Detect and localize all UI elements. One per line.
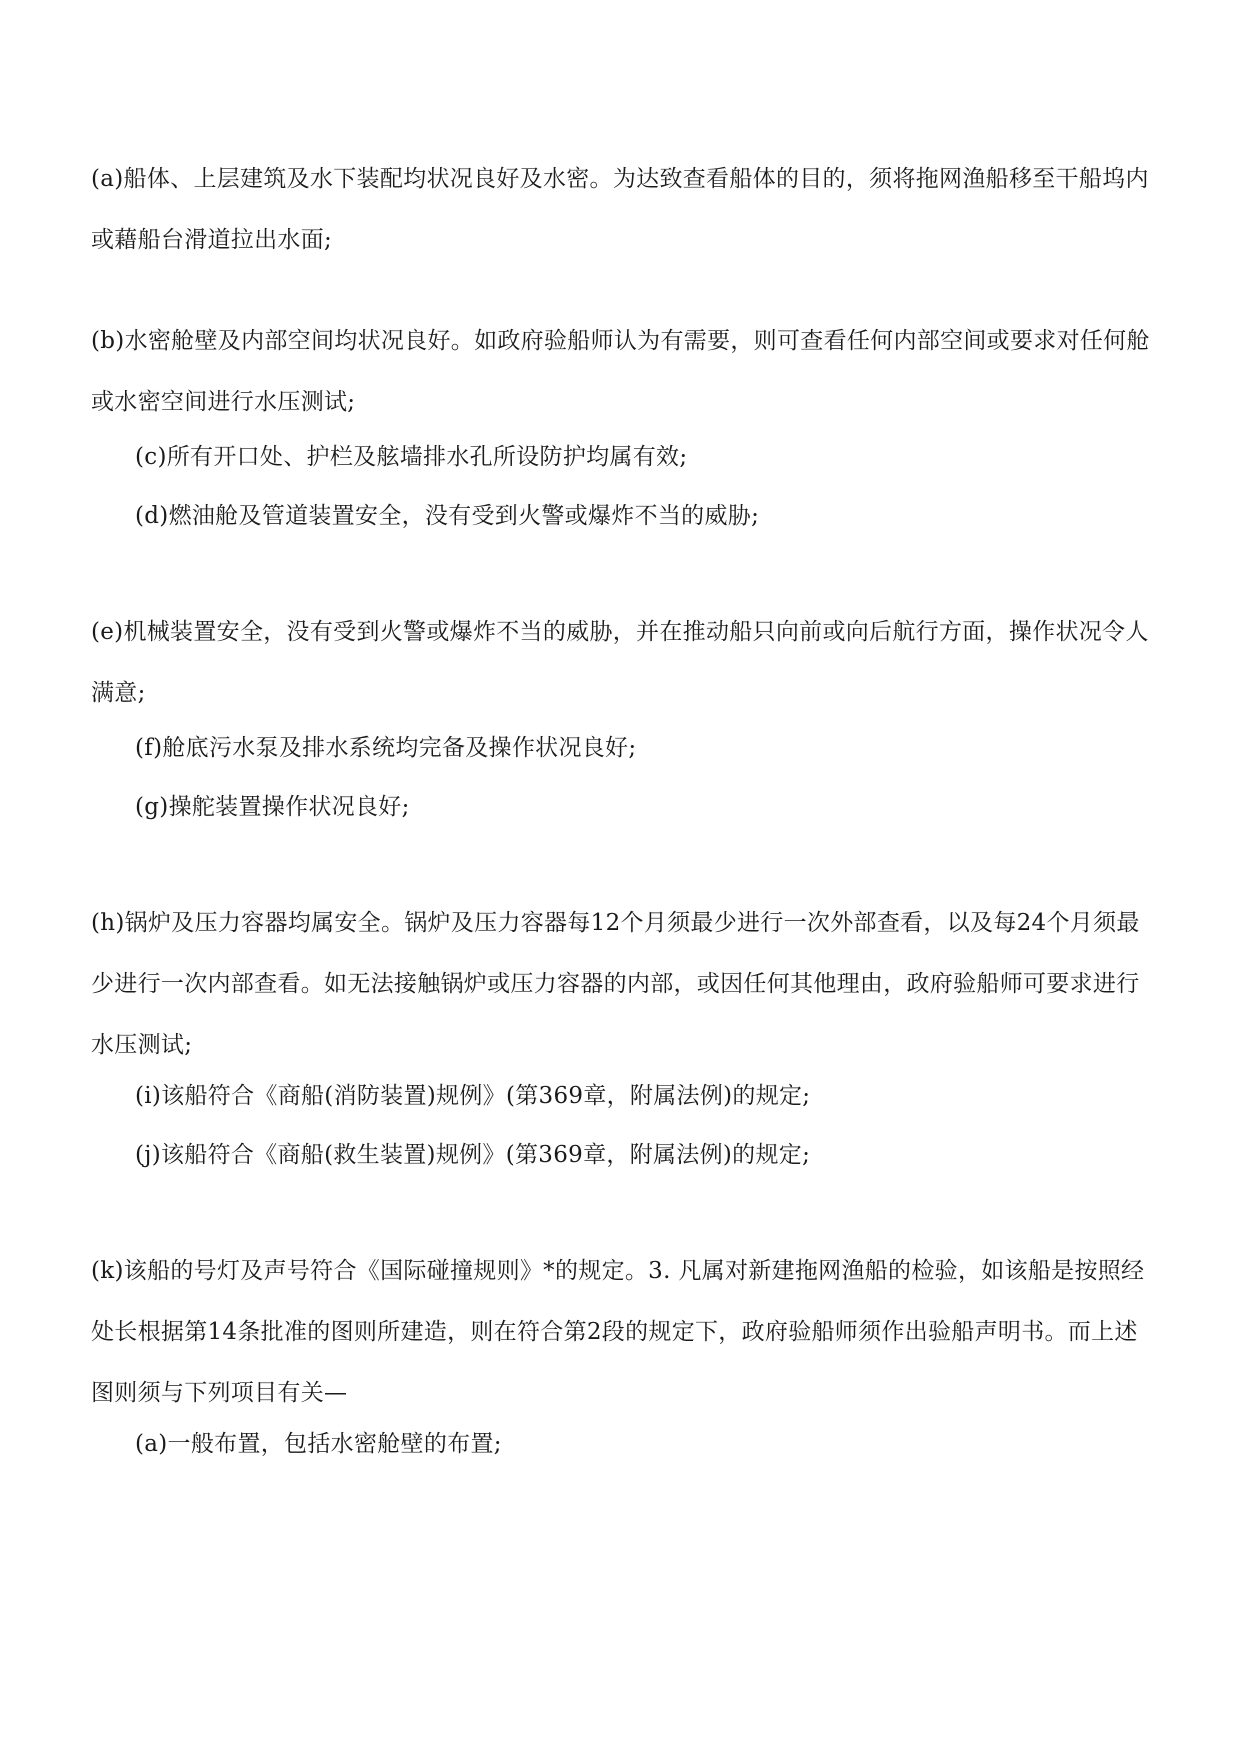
paragraph-a-hull: (a)船体、上层建筑及水下装配均状况良好及水密。为达致查看船体的目的，须将拖网渔船移至干船坞内或藉船台滑道拉出水面; [91, 166, 1149, 253]
paragraph-e-machinery: (e)机械装置安全，没有受到火警或爆炸不当的威胁，并在推动船只向前或向后航行方面，操作状况令人满意; [91, 619, 1149, 706]
paragraph-k-navigation-lights: (k)该船的号灯及声号符合《国际碰撞规则》*的规定。3. 凡属对新建拖网渔船的检验，如该船是按照经处长根据第14条批准的图则所建造，则在符合第2段的规定下，政府验船师须作出验船声明书。而上述图则须与下列项目有关— [91, 1258, 1145, 1406]
paragraph-j-life-saving: (j)该船符合《商船(救生装置)规例》(第369章，附属法例)的规定; [135, 1142, 811, 1168]
paragraph-d-fuel-tanks: (d)燃油舱及管道装置安全，没有受到火警或爆炸不当的威胁; [135, 503, 760, 529]
paragraph-a-general-arrangement: (a)一般布置，包括水密舱壁的布置; [135, 1431, 502, 1457]
paragraph-h-boilers: (h)锅炉及压力容器均属安全。锅炉及压力容器每12个月须最少进行一次外部查看，以及每24个月须最少进行一次内部查看。如无法接触锅炉或压力容器的内部，或因任何其他理由，政府验船师可要求进行水压测试; [91, 910, 1140, 1058]
paragraph-b-bulkheads: (b)水密舱壁及内部空间均状况良好。如政府验船师认为有需要，则可查看任何内部空间或要求对任何舱或水密空间进行水压测试; [91, 328, 1150, 415]
paragraph-f-bilge-pumps: (f)舱底污水泵及排水系统均完备及操作状况良好; [135, 735, 637, 761]
paragraph-g-steering: (g)操舵装置操作状况良好; [135, 794, 410, 820]
paragraph-c-openings: (c)所有开口处、护栏及舷墙排水孔所设防护均属有效; [135, 444, 688, 470]
paragraph-i-fire-appliances: (i)该船符合《商船(消防装置)规例》(第369章，附属法例)的规定; [135, 1083, 811, 1109]
